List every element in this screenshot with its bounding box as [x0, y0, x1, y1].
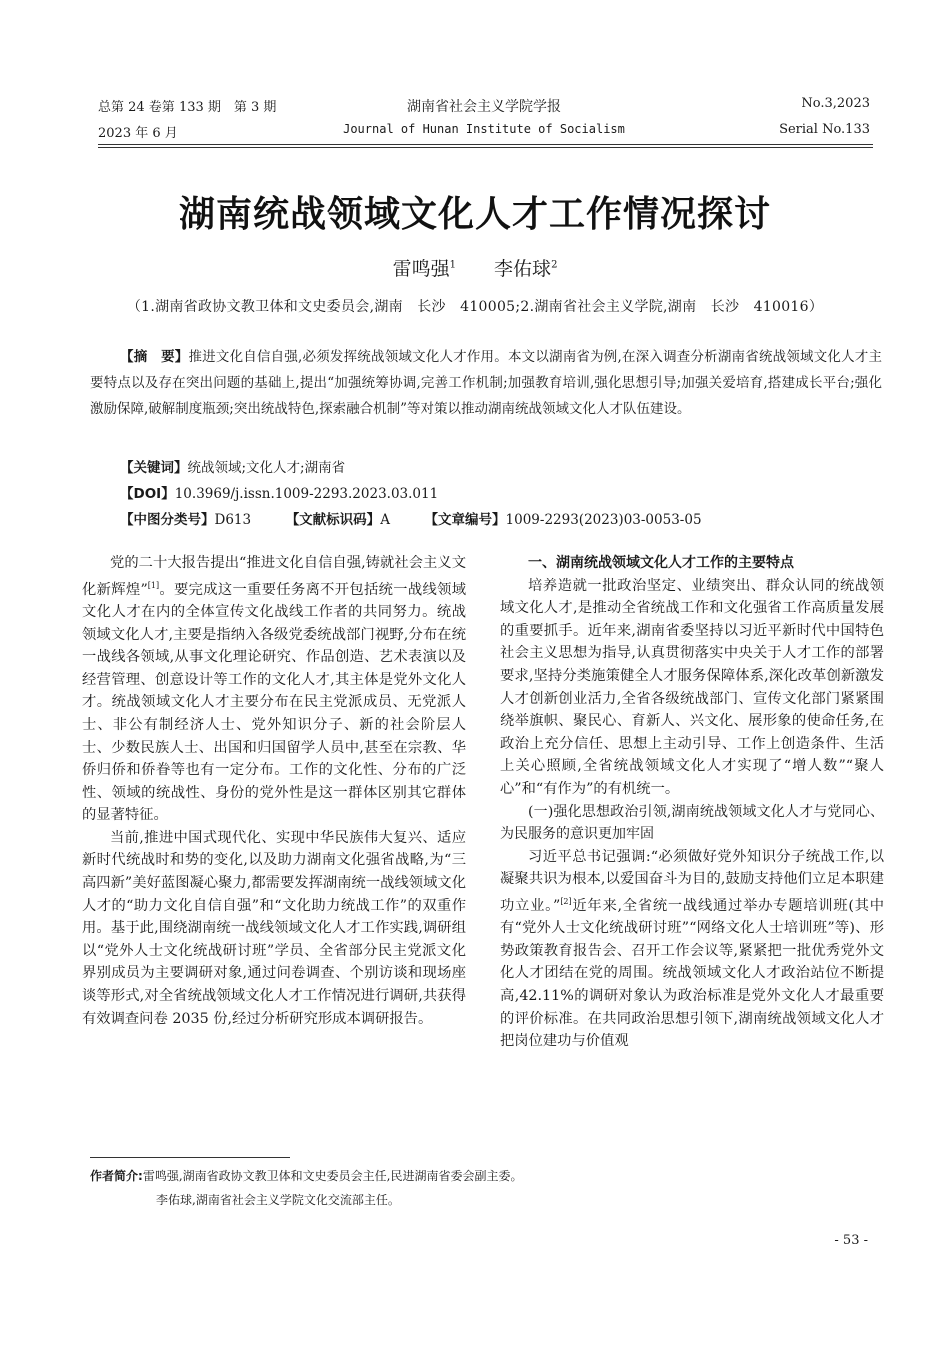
header-divider-thin [98, 147, 873, 148]
affiliation-line: （1.湖南省政协文教卫体和文史委员会,湖南 长沙 410005;2.湖南省社会主义学院,湖南 长沙 410016） [126, 299, 824, 315]
page-number: - 53 - [834, 1233, 868, 1248]
section-heading: 一、湖南统战领域文化人才工作的主要特点 [528, 555, 794, 571]
authors-line [0, 254, 950, 281]
paragraph-text: 习近平总书记强调:“必须做好党外知识分子统战工作,以凝聚共识为根本,以爱国奋斗为目的,鼓励支持他们立足本职建功立业。” [500, 848, 884, 914]
header-issue: No.3,2023 [801, 96, 870, 111]
paragraph [82, 552, 466, 827]
author-name: 雷鸣强 [392, 258, 450, 280]
clc-label: 【中图分类号】 [120, 512, 215, 528]
keywords-line [120, 456, 345, 476]
citation-mark: [2] [560, 896, 572, 906]
body-left-column [82, 552, 466, 1030]
header-row-top [98, 96, 870, 116]
footnote-author-2: 李佑球,湖南省社会主义学院文化交流部主任。 [156, 1193, 400, 1207]
header-journal-en: Journal of Hunan Institute of Socialism [343, 122, 625, 136]
citation-mark: [1] [147, 580, 160, 590]
article-number-value: 1009-2293(2023)03-0053-05 [505, 512, 702, 528]
keywords-label: 【关键词】 [120, 460, 188, 476]
paragraph-text: 。要完成这一重要任务离不开包括统一战线领域文化人才在内的全体宣传文化战线工作者的共同努力。统战领域文化人才,主要是指纳入各级党委统战部门视野,分布在统一战线各领域,从事文化理论研究、作品创造、艺术表演以及经营管理、创意设计等工作的文化人才,其主体是党外文化人才。统战领域文化人才主要分布在民主党派成员、无党派人士、非公有制经济人士、党外知识分子、新的社会阶层人士、少数民族人士、出国和归国留学人员中,甚至在宗教、华侨归侨和侨眷等也有一定分布。工作的文化性、分布的广泛性、领域的统战性、身份的党外性是这一群体区别其它群体的显著特征。 [82, 581, 466, 824]
body-right-column [500, 552, 884, 1053]
paragraph-text: 党的二十大报告提出“推进文化自信自强,铸就社会主义文化新辉煌” [82, 555, 466, 598]
paragraph: 培养造就一批政治坚定、业绩突出、群众认同的统战领域文化人才,是推动全省统战工作和文化强省工作高质量发展的重要抓手。近年来,湖南省委坚持以习近平新时代中国特色社会主义思想为指导,认真贯彻落实中央关于人才工作的部署要求,坚持分类施策健全人才服务保障体系,深化改革创新激发人才创新创业活力,全省各级统战部门、宣传文化部门紧紧围绕举旗帜、聚民心、育新人、兴文化、展形象的使命任务,在政治上充分信任、思想上主动引导、工作上创造条件、生活上关心照顾,全省统战领域文化人才实现了“增人数”“聚人心”和“有作为”的有机统一。 [500, 577, 884, 797]
clc-value: D613 [214, 512, 252, 528]
keywords-text: 统战领域;文化人才;湖南省 [187, 460, 346, 476]
author-name: 李佑球 [494, 258, 552, 280]
footnote-label: 作者简介: [90, 1169, 143, 1183]
abstract-block [90, 344, 882, 422]
header-serial: Serial No.133 [779, 122, 870, 137]
doc-code-label: 【文献标识码】 [285, 512, 381, 528]
abstract-text: 推进文化自信自强,必须发挥统战领域文化人才作用。本文以湖南省为例,在深入调查分析湖南省统战领域文化人才主要特点以及存在突出问题的基础上,提出“加强统筹协调,完善工作机制;加强教育培训,强化思想引导;加强关爱培育,搭建成长平台;强化激励保障,破解制度瓶颈;突出统战特色,探索融合机制”等对策以推动湖南统战领域文化人才队伍建设。 [90, 349, 882, 417]
article-number-label: 【文章编号】 [424, 512, 506, 528]
doi-line [120, 482, 438, 502]
header-journal-cn: 湖南省社会主义学院学报 [407, 99, 561, 115]
paragraph-text: 近年来,全省统一战线通过举办专题培训班(其中有“党外人士文化统战研讨班”“网络文化人士培训班”等)、形势政策教育报告会、召开工作会议等,紧紧把一批优秀党外文化人才团结在党的周围。统战领域文化人才政治站位不断提高,42.11%的调研对象认为政治标准是党外文化人才最重要的评价标准。在共同政治思想引领下,湖南统战领域文化人才把岗位建功与价值观 [500, 897, 884, 1050]
author-affiliation-mark: 1 [449, 259, 456, 271]
doi-label: 【DOI】 [120, 486, 175, 502]
author-affiliation-mark: 2 [551, 259, 558, 271]
header-date: 2023 年 6 月 [98, 126, 178, 141]
header-row-bottom [98, 122, 870, 142]
author-footnote [90, 1164, 880, 1212]
doc-code-value: A [380, 512, 390, 528]
footnote-author-1: 雷鸣强,湖南省政协文教卫体和文史委员会主任,民进湖南省委会副主委。 [142, 1169, 523, 1183]
subsection-heading: (一)强化思想政治引领,湖南统战领域文化人才与党同心、为民服务的意识更加牢固 [500, 803, 884, 843]
abstract-label: 【摘 要】 [120, 349, 189, 365]
paragraph: 当前,推进中国式现代化、实现中华民族伟大复兴、适应新时代统战时和势的变化,以及助力湖南文化强省战略,为“三高四新”美好蓝图凝心聚力,都需要发挥湖南统一战线领域文化人才的“助力文化自信自强”和“文化助力统战工作”的双重作用。基于此,围绕湖南统一战线领域文化人才工作实践,调研组以“党外人士文化统战研讨班”学员、全省部分民主党派文化界别成员为主要调研对象,通过问卷调查、个别访谈和现场座谈等形式,对全省统战领域文化人才工作情况进行调研,共获得有效调查问卷 2035 份,经过分析研究形成本调研报告。 [82, 829, 466, 1027]
header-volume: 总第 24 卷第 133 期 第 3 期 [98, 100, 277, 115]
article-title: 湖南统战领域文化人才工作情况探讨 [178, 194, 771, 235]
doi-text: 10.3969/j.issn.1009-2293.2023.03.011 [174, 486, 439, 502]
classification-line [120, 508, 702, 528]
header-divider [98, 144, 873, 145]
footnote-divider [90, 1157, 290, 1158]
paragraph [500, 846, 884, 1053]
